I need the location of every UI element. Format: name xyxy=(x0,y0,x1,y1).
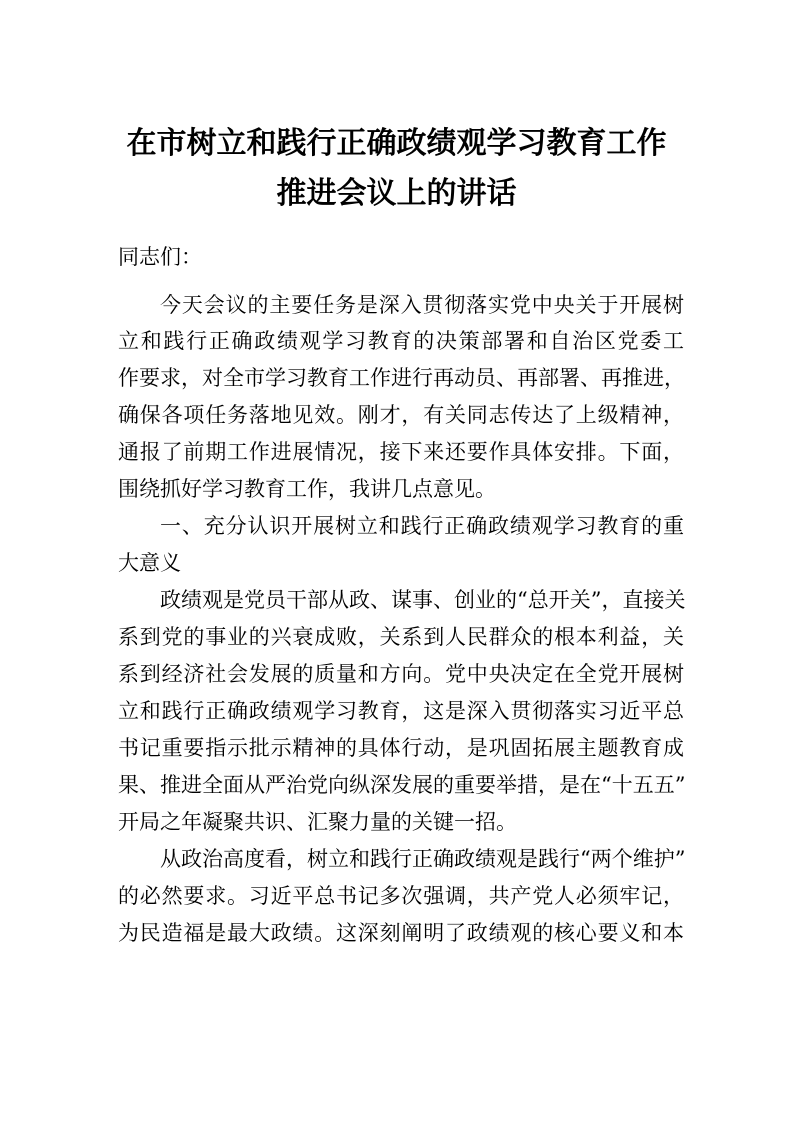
body-line: 从政治高度看，树立和践行正确政绩观是践行“两个维护” xyxy=(160,847,686,871)
body-line: 立和践行正确政绩观学习教育，这是深入贯彻落实习近平总 xyxy=(118,699,684,723)
body-line: 果、推进全面从严治党向纵深发展的重要举措，是在“十五五” xyxy=(118,773,686,797)
document-title-line-2: 推进会议上的讲话 xyxy=(276,176,517,211)
body-line: 围绕抓好学习教育工作，我讲几点意见。 xyxy=(118,477,496,501)
body-line: 系到经济社会发展的质量和方向。党中央决定在全党开展树 xyxy=(118,662,684,686)
body-line: 确保各项任务落地见效。刚才，有关同志传达了上级精神， xyxy=(118,403,684,427)
body-line: 立和践行正确政绩观学习教育的决策部署和自治区党委工 xyxy=(118,329,684,353)
body-line: 开局之年凝聚共识、汇聚力量的关键一招。 xyxy=(118,810,517,834)
body-line: 作要求，对全市学习教育工作进行再动员、再部署、再推进， xyxy=(118,366,685,390)
body-line: 今天会议的主要任务是深入贯彻落实党中央关于开展树 xyxy=(160,293,684,317)
section-heading-line: 大意义 xyxy=(118,551,181,575)
body-line: 的必然要求。习近平总书记多次强调，共产党人必须牢记， xyxy=(118,884,684,908)
body-line: 为民造福是最大政绩。这深刻阐明了政绩观的核心要义和本 xyxy=(118,921,684,945)
body-line: 政绩观是党员干部从政、谋事、创业的“总开关”，直接关 xyxy=(160,588,686,612)
body-line: 系到党的事业的兴衰成败，关系到人民群众的根本利益，关 xyxy=(118,625,684,649)
body-line: 通报了前期工作进展情况，接下来还要作具体安排。下面， xyxy=(118,440,684,464)
salutation: 同志们： xyxy=(118,245,202,269)
section-heading-line: 一、充分认识开展树立和践行正确政绩观学习教育的重 xyxy=(160,514,684,538)
body-line: 书记重要指示批示精神的具体行动，是巩固拓展主题教育成 xyxy=(118,736,684,760)
document-title-line-1: 在市树立和践行正确政绩观学习教育工作 xyxy=(126,126,667,161)
